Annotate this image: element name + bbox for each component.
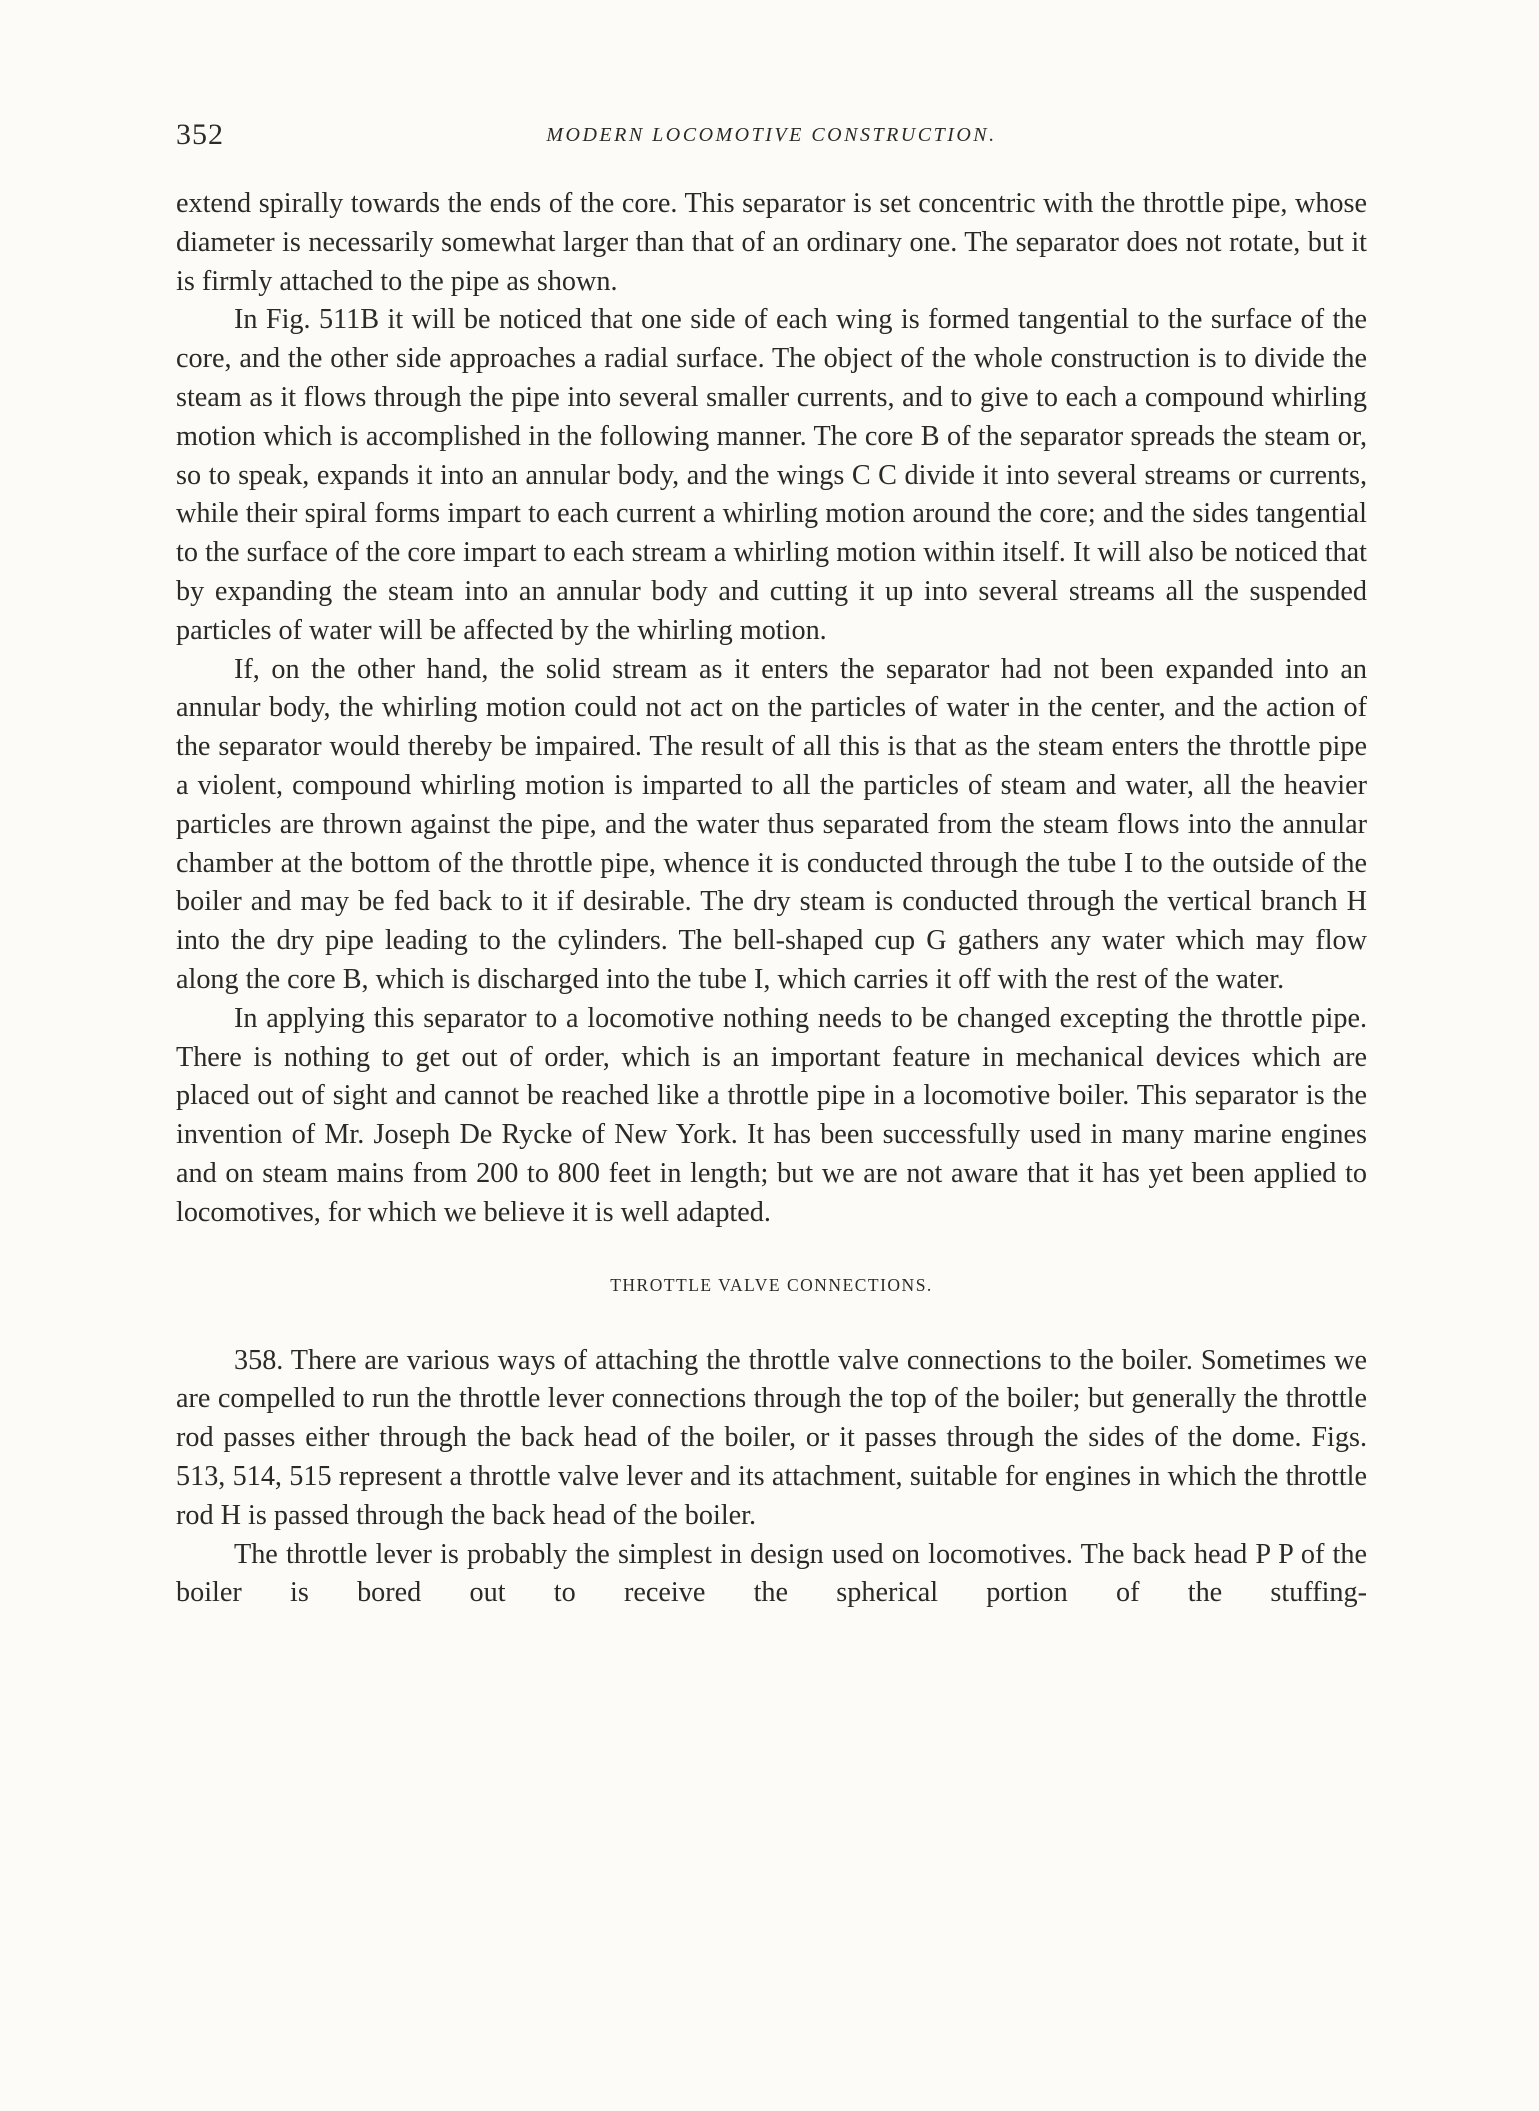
running-head: [176, 118, 1367, 158]
paragraph-applying-separator: In applying this separator to a locomotive nothing needs to be changed excepting the throttle pipe. There is nothing to get out of order, which is an important feature in mechanical devices which are placed out of sight and cannot be reached like a throttle pipe in a locomotive boiler. This separator is the invention of Mr. Joseph De Rycke of New York. It has been successfully used in many marine engines and on steam mains from 200 to 800 feet in length; but we are not aware that it has yet been applied to locomotives, for which we believe it is well adapted.: [176, 1002, 1367, 1228]
paragraph-continuation: extend spirally towards the ends of the core. This separator is set concentric with the throttle pipe, whose diameter is necessarily somewhat larger than that of an ordinary one. The separator does not rotate, but it is firmly attached to the pipe as shown.: [176, 188, 1367, 297]
paragraph-annular-body: If, on the other hand, the solid stream as it enters the separator had not been expanded into an annular body, the whirling motion could not act on the particles of water in the center, and the action of the separator would thereby be impaired. The result of all this is that as the steam enters the throttle pipe a violent, compound whirling motion is imparted to all the particles of steam and water, all the heavier particles are thrown against the pipe, and the water thus separated from the steam flows into the annular chamber at the bottom of the throttle pipe, whence it is conducted through the tube I to the outside of the boiler and may be fed back to it if desirable. The dry steam is conducted through the vertical branch H into the dry pipe leading to the cylinders. The bell-shaped cup G gathers any water which may flow along the core B, which is discharged into the tube I, which carries it off with the rest of the water.: [176, 653, 1367, 995]
paragraph-fig-511b: In Fig. 511B it will be noticed that one side of each wing is formed tangential to the surface of the core, and the other side approaches a radial surface. The object of the whole construction is to divide the steam as it flows through the pipe into several smaller currents, and to give to each a compound whirling motion which is accomplished in the following manner. The core B of the separator spreads the steam or, so to speak, expands it into an annular body, and the wings C C divide it into several streams or currents, while their spiral forms impart to each current a whirling motion around the core; and the sides tangential to the surface of the core impart to each stream a whirling motion within itself. It will also be noticed that by expanding the steam into an annular body and cutting it up into several streams all the suspended particles of water will be affected by the whirling motion.: [176, 304, 1367, 646]
paragraph-throttle-lever: The throttle lever is probably the simplest in design used on locomotives. The back head P P of the boiler is bored out to receive the spherical portion of the stuffing-: [176, 1538, 1367, 1609]
running-title: MODERN LOCOMOTIVE CONSTRUCTION.: [546, 124, 997, 146]
paragraph-358: 358. There are various ways of attaching the throttle valve connections to the boiler. Sometimes we are compelled to run the throttle lever connections through the top of the boiler; but generally the throttle rod passes either through the back head of the boiler, or it passes through the sides of the dome. Figs. 513, 514, 515 represent a throttle valve lever and its attachment, suitable for engines in which the throttle rod H is passed through the back head of the boiler.: [176, 1344, 1367, 1531]
body-text: [176, 185, 1367, 1613]
page-number: 352: [176, 118, 224, 151]
section-heading: THROTTLE VALVE CONNECTIONS.: [610, 1274, 933, 1295]
